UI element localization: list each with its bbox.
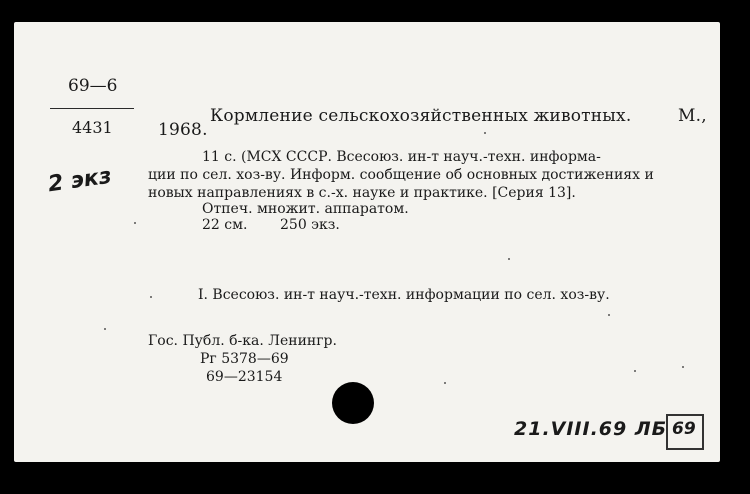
speck <box>134 222 136 224</box>
call-number-top: 69—6 <box>68 76 118 96</box>
title: Кормление сельскохозяйственных животных. <box>210 106 632 126</box>
added-entry: I. Всесоюз. ин-т науч.-техн. информации по сел. хоз-ву. <box>198 287 610 303</box>
acc-number: 69—23154 <box>206 369 283 385</box>
speck <box>682 366 684 368</box>
speck <box>484 132 486 134</box>
description-line-4: Отпеч. множит. аппаратом. <box>202 201 409 217</box>
speck <box>634 370 636 372</box>
stamp-box-number: 69 <box>672 419 696 439</box>
call-number-rule <box>50 108 134 109</box>
description-line-1: 11 с. (МСХ СССР. Всесоюз. ин-т науч.-техн. информа- <box>202 149 601 165</box>
speck <box>104 328 106 330</box>
copies: 250 экз. <box>280 217 340 233</box>
speck <box>508 258 510 260</box>
handwritten-note: 2 экз <box>46 163 114 198</box>
size: 22 см. <box>202 217 248 233</box>
place: М., <box>678 106 707 126</box>
library: Гос. Публ. б-ка. Ленингр. <box>148 333 337 349</box>
stamp-box <box>666 414 704 450</box>
speck <box>608 314 610 316</box>
punch-hole <box>332 382 374 424</box>
description-line-3: новых направлениях в с.-х. науке и практике. [Серия 13]. <box>148 185 576 201</box>
catalog-card <box>14 22 720 462</box>
speck <box>150 296 152 298</box>
speck <box>444 382 446 384</box>
year: 1968. <box>158 120 208 140</box>
call-number-bottom: 4431 <box>72 118 113 137</box>
description-line-2: ции по сел. хоз-ву. Информ. сообщение об основных достижениях и <box>148 167 654 183</box>
reg-number: Рг 5378—69 <box>200 351 289 367</box>
stamp-date: 21.VIII.69 ЛБ <box>514 418 668 440</box>
